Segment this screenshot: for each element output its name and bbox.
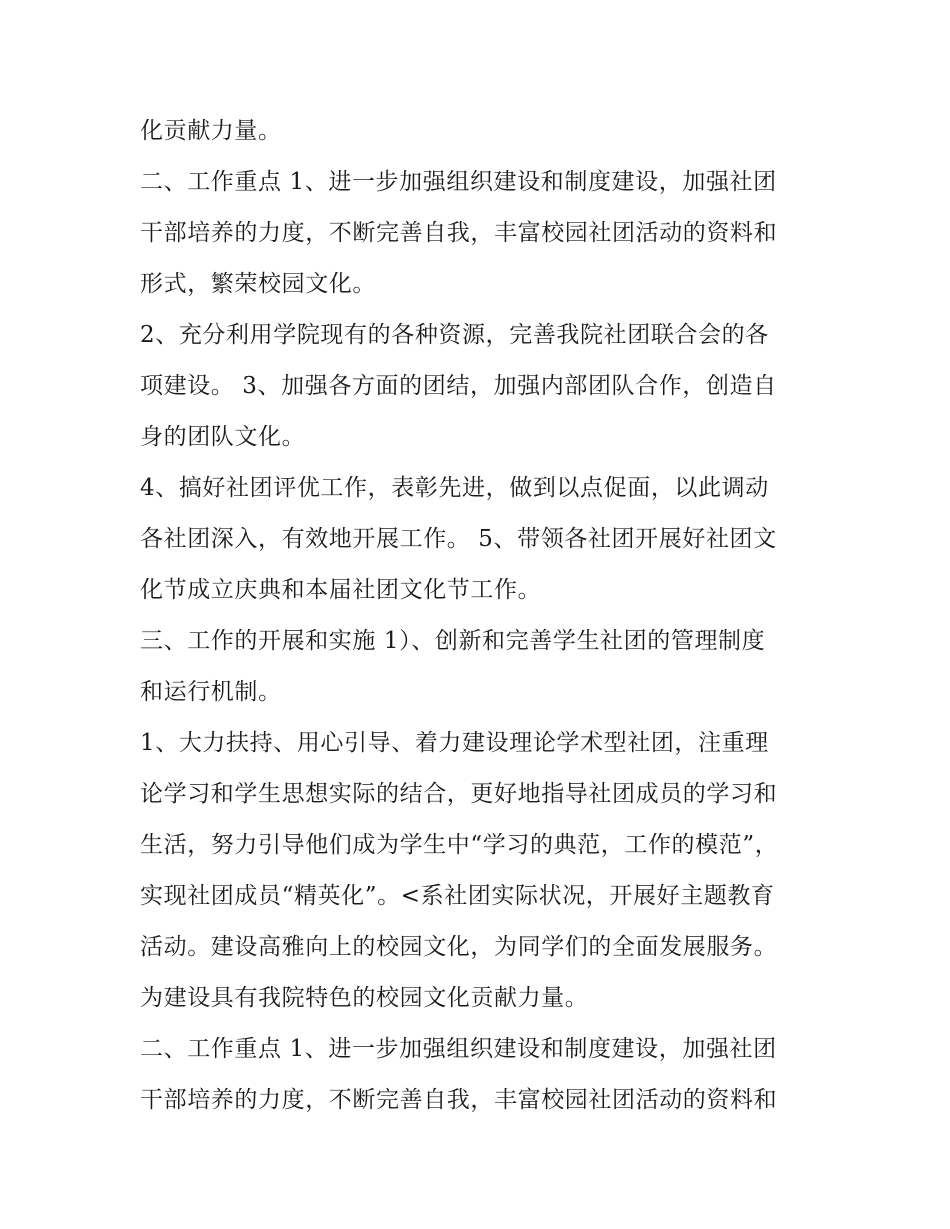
text-line: 二、工作重点 1、进一步加强组织建设和制度建设，加强社团 (140, 169, 777, 195)
text-line: 化贡献力量。 (140, 118, 282, 144)
text-line: 干部培养的力度，不断完善自我，丰富校园社团活动的资料和 (140, 1087, 778, 1113)
text-line: 论学习和学生思想实际的结合，更好地指导社团成员的学习和 (140, 781, 778, 807)
text-line: 为建设具有我院特色的校园文化贡献力量。 (140, 985, 589, 1011)
text-line: 身的团队文化。 (140, 424, 306, 450)
text-line: 和运行机制。 (140, 679, 282, 705)
text-line: 生活，努力引导他们成为学生中“学习的典范，工作的模范”， (140, 832, 779, 858)
text-line: 活动。建设高雅向上的校园文化，为同学们的全面发展服务。 (140, 934, 778, 960)
text-line: 三、工作的开展和实施 1）、创新和完善学生社团的管理制度 (140, 628, 766, 654)
text-line: 二、工作重点 1、进一步加强组织建设和制度建设，加强社团 (140, 1036, 777, 1062)
text-line: 化节成立庆典和本届社团文化节工作。 (140, 577, 542, 603)
document-body (140, 106, 820, 1126)
text-line: 形式，繁荣校园文化。 (140, 271, 376, 297)
text-line: 各社团深入，有效地开展工作。 5、带领各社团开展好社团文 (140, 526, 777, 552)
text-line: 2、充分利用学院现有的各种资源，完善我院社团联合会的各 (140, 322, 769, 348)
text-line: 项建设。 3、加强各方面的团结，加强内部团队合作，创造自 (140, 373, 777, 399)
text-line: 实现社团成员“精英化”。<系社团实际状况，开展好主题教育 (140, 883, 775, 909)
text-line: 4、搞好社团评优工作，表彰先进，做到以点促面，以此调动 (140, 475, 769, 501)
text-line: 1、大力扶持、用心引导、着力建设理论学术型社团，注重理 (140, 730, 769, 756)
text-line: 干部培养的力度，不断完善自我，丰富校园社团活动的资料和 (140, 220, 778, 246)
